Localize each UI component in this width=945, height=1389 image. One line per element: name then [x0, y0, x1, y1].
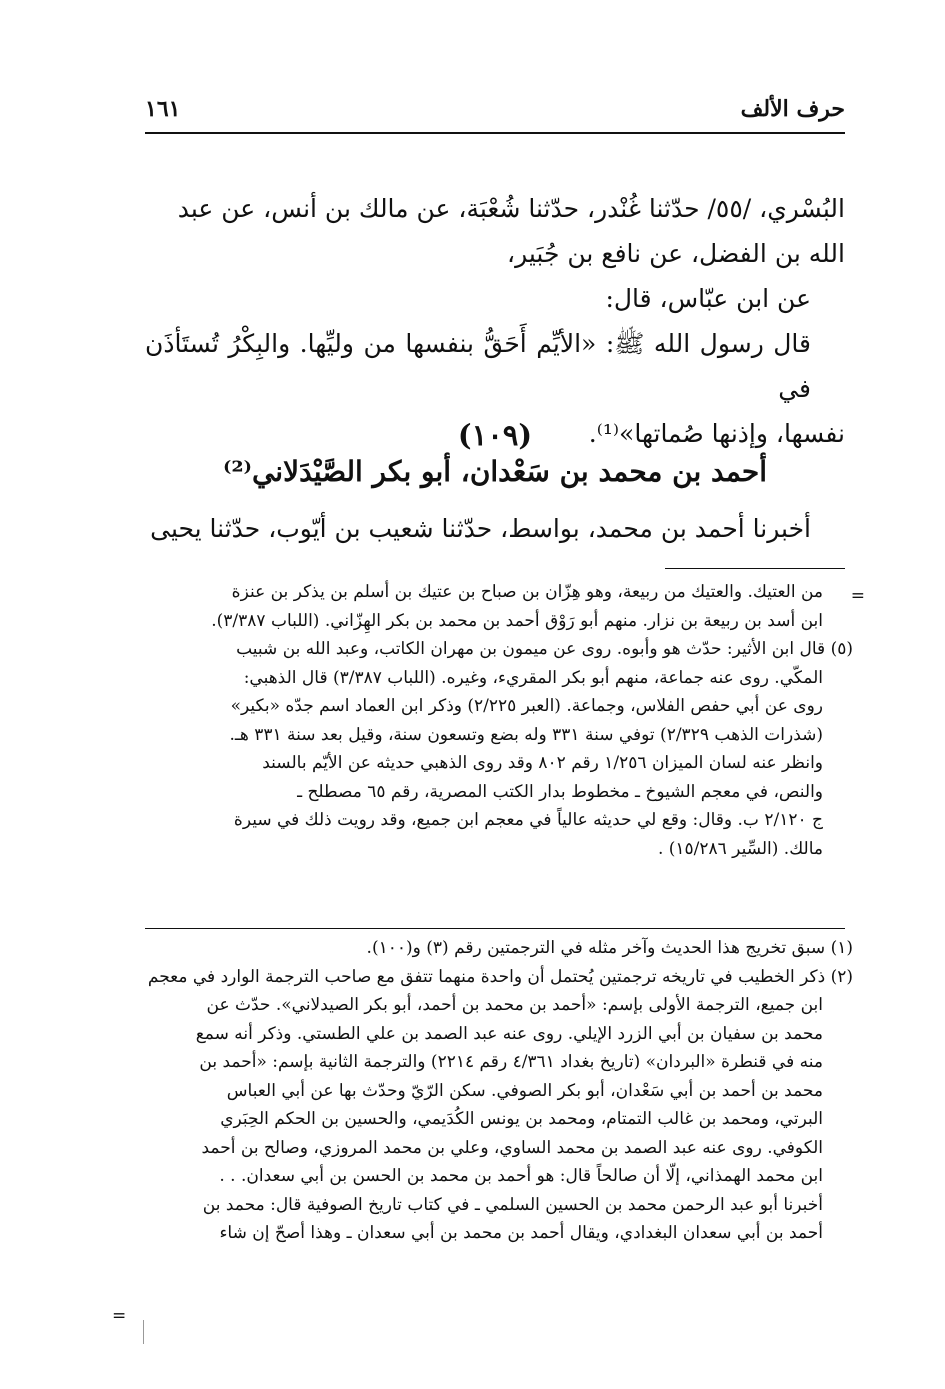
- footnote-5-line: (شذرات الذهب ٢/٣٢٩) توفي سنة ٣٣١ وله بضع وتسعون سنة، وقيل بعد سنة ٣٣١ هـ.: [229, 724, 823, 745]
- footnote-line: من العتيك. والعتيك من ربيعة، وهو هِزّان بن صباح بن عتيك بن أسلم بن يذكر بن عنزة: [231, 582, 823, 602]
- page-number: ١٦١: [145, 96, 181, 122]
- entry-number: (١٠٩): [457, 418, 533, 452]
- footnote-rule: [145, 928, 845, 929]
- footnote-2-line: البرتي، ومحمد بن غالب التمتام، ومحمد بن يونس الكُدَيمي، والحسين بن الحكم الحِبَري: [220, 1109, 823, 1129]
- main-text-line: الله بن الفضل، عن نافع بن جُبَير،: [507, 239, 845, 268]
- margin-mark: [143, 1320, 144, 1344]
- footnote-2-line: الكوفي. روى عنه عبد الصمد بن محمد الساوي، وعلي بن محمد المروزي، وصالح بن أحمد: [201, 1137, 823, 1158]
- footnote-2-line: أحمد بن أبي سعدان البغدادي، ويقال أحمد بن محمد بن أبي سعدان ـ وهذا أصحّ إن شاء: [219, 1223, 823, 1243]
- footnotes: [125, 934, 853, 1248]
- section-rule: [665, 568, 845, 569]
- entry-title: أحمد بن محمد بن سَعْدان، أبو بكر الصَّيْدَلاني⁽²⁾: [223, 455, 767, 488]
- footnote-1: (١) سبق تخريج هذا الحديث وآخر مثله في الترجمتين رقم (٣) و(١٠٠).: [366, 938, 853, 958]
- main-text-line: نفسها، وإذنها صُماتها»⁽¹⁾.: [588, 419, 845, 448]
- header-rule: [145, 132, 845, 134]
- running-head: [145, 96, 845, 132]
- main-text-line: قال رسول الله ﷺ: «الأيِّم أَحَقُّ بنفسها من وليِّها. والبِكْرُ تُستَأذَن في: [145, 329, 811, 403]
- running-head-title: حرف الألف: [740, 96, 845, 122]
- footnote-5-line: والنص، في معجم الشيوخ ـ مخطوط بدار الكتب المصرية، رقم ٦٥ مصطلح ـ: [297, 781, 823, 802]
- footnote-2-line: (٢) ذكر الخطيب في تاريخه ترجمتين يُحتمل أن واحدة منهما تتفق مع صاحب الترجمة الوارد في معجم: [147, 966, 853, 987]
- continuation-mark-top: =: [850, 586, 865, 606]
- footnote-2-line: محمد بن سفيان بن أبي الزرد الإيلي. روى عنه عبد الصمد بن علي الطستي. وذكر أنه سمع: [195, 1023, 823, 1044]
- footnote-2-line: ابن محمد الهمذاني، إلّا أن صالحاً قال: هو أحمد بن محمد بن الحسن بن أبي سعدان. . .: [219, 1166, 823, 1186]
- footnote-5-line: ج ٢/١٢٠ ب. وقال: وقع لي حديثه عالياً في معجم ابن جميع، وقد رويت ذلك في سيرة: [233, 810, 823, 830]
- footnote-line: ابن أسد بن ربيعة بن نزار. منهم أبو رَوْق أحمد بن محمد بن بكر الهِزّاني. (اللباب ٣/٣٨٧).: [211, 610, 823, 631]
- footnote-5-line: روى عن أبي حفص الفلاس، وجماعة. (العبر ٢/٢٢٥) وذكر ابن العماد اسم جدّه «بكير»: [230, 696, 823, 716]
- footnote-2-line: محمد بن أحمد بن أبي سَعْدان، أبو بكر الصوفي. سكن الرّيّ وحدّث بها عن أبي العباس: [226, 1080, 823, 1101]
- footnote-5-line: وانظر عنه لسان الميزان ١/٢٥٦ رقم ٨٠٢ وقد روى الذهبي حديثه عن الأيّم بالسند: [262, 753, 823, 773]
- continuation-mark-bottom: =: [112, 1306, 127, 1326]
- footnote-2-line: أخبرنا أبو عبد الرحمن محمد بن الحسين السلمي ـ في كتاب تاريخ الصوفية قال: محمد بن: [202, 1194, 823, 1215]
- footnote-5-line: مالك. (السِّير ١٥/٢٨٦) .: [657, 838, 823, 859]
- main-text-line: البُسْري، /٥٥/ حدّثنا غُنْدر، حدّثنا شُعْبَة، عن مالك بن أنس، عن عبد: [177, 194, 845, 223]
- continued-footnotes: [125, 578, 853, 863]
- footnote-2-line: منه في قنطرة «البردان» (تاريخ بغداد ٤/٣٦١ رقم ٢٢١٤) والترجمة الثانية بإسم: «أحمد بن: [199, 1052, 823, 1072]
- main-text-line: عن ابن عبّاس، قال:: [605, 284, 811, 313]
- footnote-2-line: ابن جميع، الترجمة الأولى بإسم: «أحمد بن محمد بن أحمد، أبو بكر الصيدلاني». حدّث عن: [206, 995, 823, 1015]
- entry-text: أخبرنا أحمد بن محمد، بواسط، حدّثنا شعيب بن أيّوب، حدّثنا يحيى: [150, 514, 811, 543]
- main-text: [145, 186, 845, 456]
- footnote-5-line: المكّي. روى عنه جماعة، منهم أبو بكر المقريء، وغيره. (اللباب ٣/٣٨٧) قال الذهبي:: [243, 667, 823, 688]
- footnote-5-line: (٥) قال ابن الأثير: حدّث هو وأبوه. روى عن ميمون بن مهران الكاتب، وعبد الله بن شبيب: [236, 639, 853, 659]
